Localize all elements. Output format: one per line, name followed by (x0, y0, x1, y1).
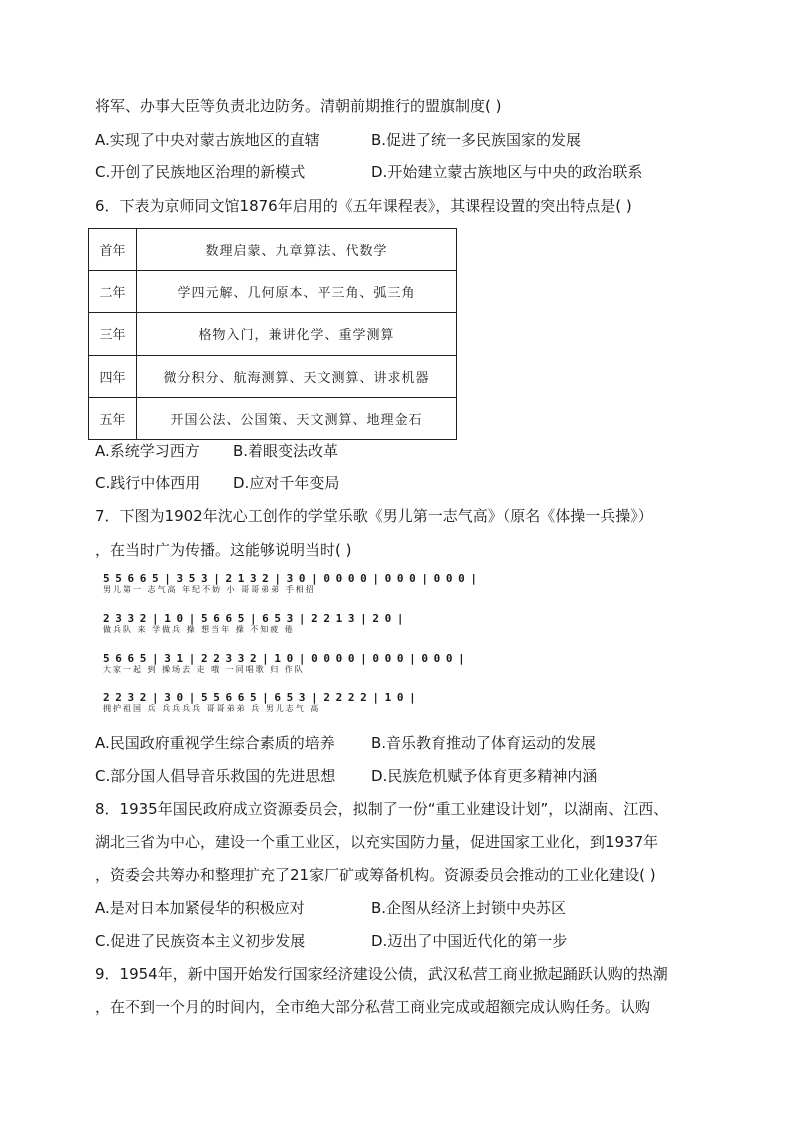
q7-option-b: B.音乐教育推动了体育运动的发展 (371, 734, 597, 752)
table-year-cell: 四年 (89, 355, 137, 397)
q6-option-a: A.系统学习西方 (95, 442, 200, 460)
q9-stem-line1: 9．1954年，新中国开始发行国家经济建设公债，武汉私营工商业掀起踊跃认购的热潮 (95, 965, 668, 983)
q9-stem-line2: ，在不到一个月的时间内，全市绝大部分私营工商业完成或超额完成认购任务。认购 (95, 998, 651, 1016)
music-score-line (103, 652, 465, 675)
q6-option-d: D.应对千年变局 (233, 474, 340, 492)
course-table (88, 228, 457, 440)
q8-option-a: A.是对日本加紧侵华的积极应对 (95, 899, 305, 917)
score-lyrics: 做兵队 来 学做兵 操 想当年 操 不知疲 倦 (103, 625, 295, 634)
table-row (89, 313, 457, 355)
table-year-cell: 首年 (89, 229, 137, 271)
music-score-line (103, 613, 413, 635)
table-content-cell: 开国公法、公国策、天文测算、地理金石 (137, 397, 457, 439)
q5-option-b: B.促进了统一多民族国家的发展 (371, 131, 582, 149)
table-row (89, 271, 457, 313)
q5-stem-tail: 将军、办事大臣等负责北边防务。清朝前期推行的盟旗制度( ) (95, 97, 502, 115)
score-lyrics: 男儿第一 志气高 年纪不妨 小 哥哥弟弟 手相招 (103, 585, 316, 594)
table-year-cell: 三年 (89, 313, 137, 355)
q7-stem-line2: ，在当时广为传播。这能够说明当时( ) (95, 541, 352, 559)
q6-option-c: C.践行中体西用 (95, 474, 201, 492)
q8-stem-line2: 湖北三省为中心，建设一个重工业区，以充实国防力量，促进国家工业化，到1937年 (95, 833, 659, 851)
q6-stem: 6．下表为京师同文馆1876年启用的《五年课程表》，其课程设置的突出特点是( ) (95, 197, 632, 215)
table-content-cell: 学四元解、几何原本、平三角、弧三角 (137, 271, 457, 313)
q8-option-c: C.促进了民族资本主义初步发展 (95, 932, 306, 950)
q5-option-d: D.开始建立蒙古族地区与中央的政治联系 (371, 163, 643, 181)
q7-option-a: A.民国政府重视学生综合素质的培养 (95, 734, 335, 752)
table-row (89, 355, 457, 397)
q7-option-c: C.部分国人倡导音乐救国的先进思想 (95, 767, 336, 785)
q8-stem-line1: 8．1935年国民政府成立资源委员会，拟制了一份“重工业建设计划”，以湖南、江西、 (95, 800, 669, 818)
table-row (89, 229, 457, 271)
score-notes: 5 6 6 5 | 3 1 | 2 2 3 3 2 | 1 0 | 0 0 0 0 | 0 0 0 | 0 0 0 | (103, 652, 465, 665)
q8-option-d: D.迈出了中国近代化的第一步 (371, 932, 568, 950)
table-content-cell: 数理启蒙、九章算法、代数学 (137, 229, 457, 271)
table-row (89, 397, 457, 439)
q8-stem-line3: ，资委会共筹办和整理扩充了21家厂矿或筹备机构。资源委员会推动的工业化建设( ) (95, 866, 656, 884)
music-score-line (103, 691, 416, 714)
q5-option-a: A.实现了中央对蒙古族地区的直辖 (95, 131, 320, 149)
score-notes: 2 3 3 2 | 1 0 | 5 6 6 5 | 6 5 3 | 2 2 1 3 | 2 0 | (103, 612, 404, 625)
table-year-cell: 五年 (89, 397, 137, 439)
score-notes: 2 2 3 2 | 3 0 | 5 5 6 6 5 | 6 5 3 | 2 2 2 2 | 1 0 | (103, 691, 416, 704)
q6-option-b: B.着眼变法改革 (233, 442, 339, 460)
table-content-cell: 格物入门，兼讲化学、重学测算 (137, 313, 457, 355)
q7-option-d: D.民族危机赋予体育更多精神内涵 (371, 767, 598, 785)
q7-stem-line1: 7．下图为1902年沈心工创作的学堂乐歌《男儿第一志气高》（原名《体操一兵操》） (95, 507, 653, 525)
q5-option-c: C.开创了民族地区治理的新模式 (95, 163, 306, 181)
table-year-cell: 二年 (89, 271, 137, 313)
table-content-cell: 微分积分、航海测算、天文测算、讲求机器 (137, 355, 457, 397)
score-lyrics: 拥护祖国 兵 兵兵兵兵 哥哥弟弟 兵 男儿志气 高 (103, 704, 321, 713)
q8-option-b: B.企图从经济上封锁中央苏区 (371, 899, 567, 917)
score-notes: 5 5 6 6 5 | 3 5 3 | 2 1 3 2 | 3 0 | 0 0 0 0 | 0 0 0 | 0 0 0 | (103, 572, 477, 585)
score-lyrics: 大家一起 到 操场去 走 哦 一同唱歌 归 作队 (103, 665, 305, 674)
music-score-line (103, 572, 477, 595)
